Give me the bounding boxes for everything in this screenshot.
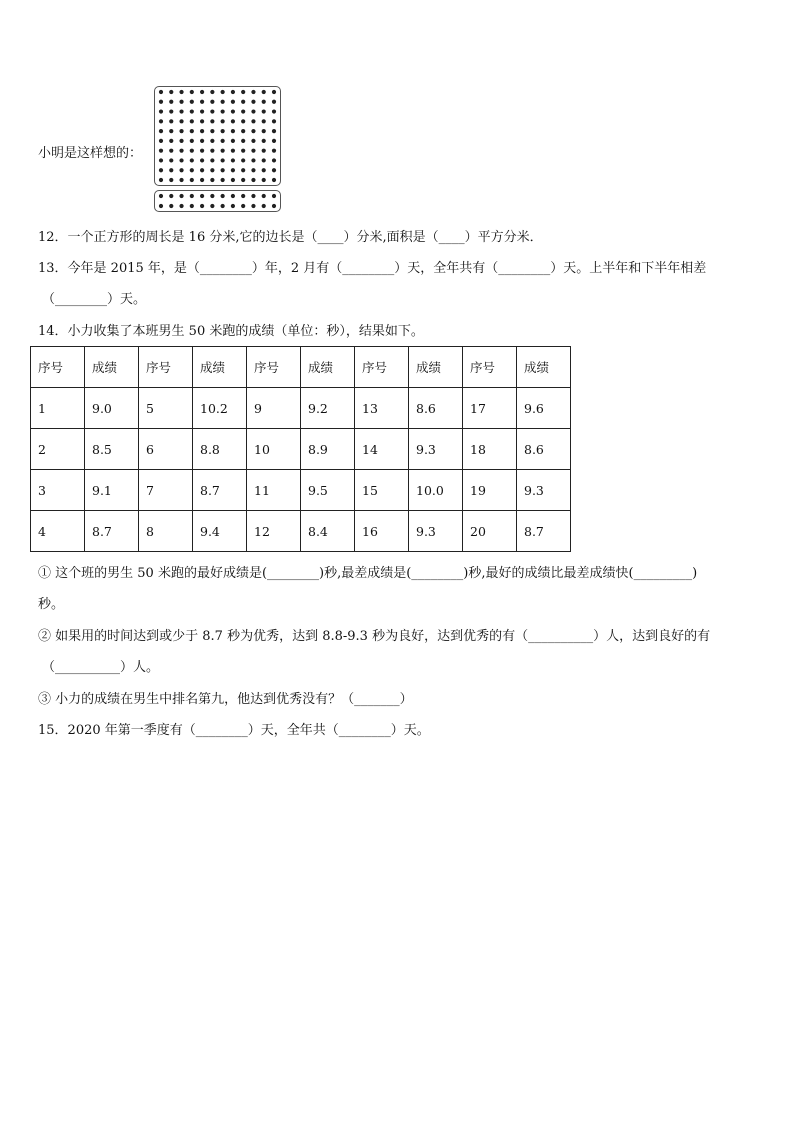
dot <box>221 119 225 123</box>
question-14-part2-line1: ② 如果用的时间达到或少于 8.7 秒为优秀，达到 8.8-9.3 秒为良好，达到优秀的有（__________）人，达到良好的有 <box>38 629 711 644</box>
table-cell: 7 <box>139 470 193 511</box>
dot <box>169 149 173 153</box>
table-cell: 9.6 <box>517 388 571 429</box>
table-cell: 4 <box>31 511 85 552</box>
dot <box>251 149 255 153</box>
dot <box>221 109 225 113</box>
dot <box>159 168 163 172</box>
table-cell: 2 <box>31 429 85 470</box>
table-cell: 9.5 <box>301 470 355 511</box>
dot <box>251 119 255 123</box>
dot <box>210 194 214 198</box>
dot-pattern <box>155 87 280 185</box>
figure-label: 小明是这样想的： <box>38 146 143 161</box>
dot <box>200 100 204 104</box>
dot <box>262 168 266 172</box>
dot <box>221 149 225 153</box>
table-cell: 8.6 <box>517 429 571 470</box>
dot <box>251 109 255 113</box>
dot <box>241 90 245 94</box>
question-14-part1-line2: 秒。 <box>38 597 65 612</box>
dot <box>159 119 163 123</box>
dot <box>179 178 183 182</box>
dot <box>241 178 245 182</box>
dot <box>221 178 225 182</box>
dot <box>169 194 173 198</box>
dot <box>190 129 194 133</box>
table-header-cell: 成绩 <box>193 347 247 388</box>
dot <box>221 204 225 208</box>
dot <box>210 129 214 133</box>
dot <box>231 139 235 143</box>
dot <box>262 129 266 133</box>
dot <box>159 129 163 133</box>
table-cell: 18 <box>463 429 517 470</box>
dot <box>221 139 225 143</box>
dot <box>200 129 204 133</box>
dot <box>262 149 266 153</box>
table-header-cell: 成绩 <box>517 347 571 388</box>
dot <box>169 204 173 208</box>
dot <box>251 139 255 143</box>
table-row <box>31 470 571 511</box>
dot <box>241 100 245 104</box>
dot <box>231 178 235 182</box>
table-cell: 10.2 <box>193 388 247 429</box>
dot <box>272 149 276 153</box>
dot <box>262 109 266 113</box>
dot <box>200 149 204 153</box>
dot <box>190 168 194 172</box>
dot <box>190 158 194 162</box>
table-cell: 8.7 <box>517 511 571 552</box>
dot <box>221 90 225 94</box>
dot <box>241 129 245 133</box>
dot <box>251 90 255 94</box>
dot <box>231 129 235 133</box>
table-cell: 8.6 <box>409 388 463 429</box>
table-cell: 19 <box>463 470 517 511</box>
dot <box>179 204 183 208</box>
dot <box>159 100 163 104</box>
question-13-line2: （________）天。 <box>42 292 147 307</box>
table-cell: 8 <box>139 511 193 552</box>
question-13-line1: 13．今年是 2015 年，是（________）年，2 月有（________）天，全年共有（________）天。上半年和下半年相差 <box>38 261 707 276</box>
dot <box>190 90 194 94</box>
dot <box>169 100 173 104</box>
dot <box>210 204 214 208</box>
dot <box>190 204 194 208</box>
dot <box>272 119 276 123</box>
dot <box>210 119 214 123</box>
dot-grid-large <box>154 86 281 186</box>
dot <box>251 100 255 104</box>
table-cell: 10 <box>247 429 301 470</box>
dot <box>159 139 163 143</box>
question-15: 15．2020 年第一季度有（________）天，全年共（________）天。 <box>38 723 430 738</box>
dot <box>251 178 255 182</box>
dot <box>159 178 163 182</box>
dot <box>190 139 194 143</box>
dot <box>210 149 214 153</box>
dot <box>272 139 276 143</box>
dot <box>210 158 214 162</box>
dot <box>231 194 235 198</box>
dot <box>251 204 255 208</box>
table-row <box>31 511 571 552</box>
table-cell: 9 <box>247 388 301 429</box>
dot <box>241 109 245 113</box>
dot <box>179 194 183 198</box>
dot <box>231 168 235 172</box>
dot <box>241 149 245 153</box>
table-cell: 9.0 <box>85 388 139 429</box>
dot <box>262 194 266 198</box>
dot <box>159 194 163 198</box>
question-14-part3: ③ 小力的成绩在男生中排名第九，他达到优秀没有？（_______） <box>38 692 413 707</box>
dot <box>190 178 194 182</box>
dot <box>262 158 266 162</box>
dot <box>179 158 183 162</box>
dot <box>251 194 255 198</box>
dot <box>221 194 225 198</box>
table-header-cell: 成绩 <box>301 347 355 388</box>
dot <box>169 119 173 123</box>
table-cell: 9.3 <box>409 429 463 470</box>
table-header-cell: 序号 <box>247 347 301 388</box>
dot <box>231 90 235 94</box>
table-cell: 17 <box>463 388 517 429</box>
dot <box>221 158 225 162</box>
dot <box>179 149 183 153</box>
table-cell: 12 <box>247 511 301 552</box>
table-header-cell: 序号 <box>355 347 409 388</box>
table-row <box>31 429 571 470</box>
dot <box>262 90 266 94</box>
dot <box>200 194 204 198</box>
dot <box>272 129 276 133</box>
dot <box>200 178 204 182</box>
dot <box>272 194 276 198</box>
dot <box>169 139 173 143</box>
dot <box>210 109 214 113</box>
dot <box>179 100 183 104</box>
dot <box>169 129 173 133</box>
dot <box>231 149 235 153</box>
dot <box>241 119 245 123</box>
dot <box>179 119 183 123</box>
dot <box>221 100 225 104</box>
dot <box>190 100 194 104</box>
dot <box>262 178 266 182</box>
dot <box>200 168 204 172</box>
question-14-part1-line1: ① 这个班的男生 50 米跑的最好成绩是(________)秒,最差成绩是(________)秒,最好的成绩比最差成绩快(_________) <box>38 566 698 581</box>
table-header-row <box>31 347 571 388</box>
table-cell: 8.7 <box>85 511 139 552</box>
dot <box>159 149 163 153</box>
dot <box>200 119 204 123</box>
dot <box>179 90 183 94</box>
table-header-cell: 序号 <box>463 347 517 388</box>
dot <box>272 90 276 94</box>
dot <box>262 119 266 123</box>
table-header-cell: 序号 <box>31 347 85 388</box>
table-cell: 5 <box>139 388 193 429</box>
question-12: 12．一个正方形的周长是 16 分米,它的边长是（____）分米,面积是（____）平方分米． <box>38 230 543 245</box>
table-cell: 15 <box>355 470 409 511</box>
dot <box>221 168 225 172</box>
dot <box>272 204 276 208</box>
table-header-cell: 成绩 <box>409 347 463 388</box>
dot <box>241 158 245 162</box>
table-cell: 3 <box>31 470 85 511</box>
dot <box>210 90 214 94</box>
dot <box>169 90 173 94</box>
table-cell: 8.5 <box>85 429 139 470</box>
dot <box>241 139 245 143</box>
dot <box>190 119 194 123</box>
dot <box>262 204 266 208</box>
dot <box>159 158 163 162</box>
dot <box>272 178 276 182</box>
dot <box>241 194 245 198</box>
table-cell: 9.1 <box>85 470 139 511</box>
table-cell: 20 <box>463 511 517 552</box>
table-cell: 16 <box>355 511 409 552</box>
table-cell: 9.3 <box>409 511 463 552</box>
dot <box>251 168 255 172</box>
dot <box>251 129 255 133</box>
dot <box>169 109 173 113</box>
dot <box>159 90 163 94</box>
dot <box>231 158 235 162</box>
dot <box>221 129 225 133</box>
dot <box>169 158 173 162</box>
table-cell: 6 <box>139 429 193 470</box>
dot-array-figure <box>150 84 284 214</box>
dot <box>169 168 173 172</box>
dot <box>272 109 276 113</box>
dot <box>169 178 173 182</box>
dot <box>262 100 266 104</box>
table-cell: 11 <box>247 470 301 511</box>
dot <box>210 139 214 143</box>
table-cell: 10.0 <box>409 470 463 511</box>
dot <box>210 100 214 104</box>
table-header-cell: 成绩 <box>85 347 139 388</box>
dot <box>272 168 276 172</box>
dot <box>200 158 204 162</box>
dot <box>262 139 266 143</box>
dot <box>190 194 194 198</box>
table-cell: 8.7 <box>193 470 247 511</box>
dot-grid-small <box>154 190 281 212</box>
table-cell: 9.3 <box>517 470 571 511</box>
dot <box>231 119 235 123</box>
table-cell: 9.4 <box>193 511 247 552</box>
dot <box>200 204 204 208</box>
question-14-intro: 14．小力收集了本班男生 50 米跑的成绩（单位：秒），结果如下。 <box>38 324 424 339</box>
table-header-cell: 序号 <box>139 347 193 388</box>
table-cell: 8.9 <box>301 429 355 470</box>
table-cell: 13 <box>355 388 409 429</box>
dot <box>179 139 183 143</box>
question-14-part2-line2: （__________）人。 <box>42 660 160 675</box>
dot <box>179 129 183 133</box>
table-cell: 9.2 <box>301 388 355 429</box>
dot <box>210 178 214 182</box>
dot <box>241 204 245 208</box>
dot <box>251 158 255 162</box>
dot <box>190 109 194 113</box>
table-row <box>31 388 571 429</box>
dot <box>272 100 276 104</box>
dot <box>159 109 163 113</box>
dot <box>272 158 276 162</box>
dot-pattern <box>155 191 280 211</box>
table-cell: 8.4 <box>301 511 355 552</box>
dot <box>200 90 204 94</box>
dot <box>179 109 183 113</box>
dot <box>231 109 235 113</box>
dot <box>200 139 204 143</box>
dot <box>159 204 163 208</box>
table-cell: 1 <box>31 388 85 429</box>
dot <box>179 168 183 172</box>
dot <box>231 204 235 208</box>
dot <box>231 100 235 104</box>
scores-table <box>30 346 571 552</box>
table-cell: 14 <box>355 429 409 470</box>
dot <box>210 168 214 172</box>
table-cell: 8.8 <box>193 429 247 470</box>
dot <box>241 168 245 172</box>
dot <box>200 109 204 113</box>
dot <box>190 149 194 153</box>
